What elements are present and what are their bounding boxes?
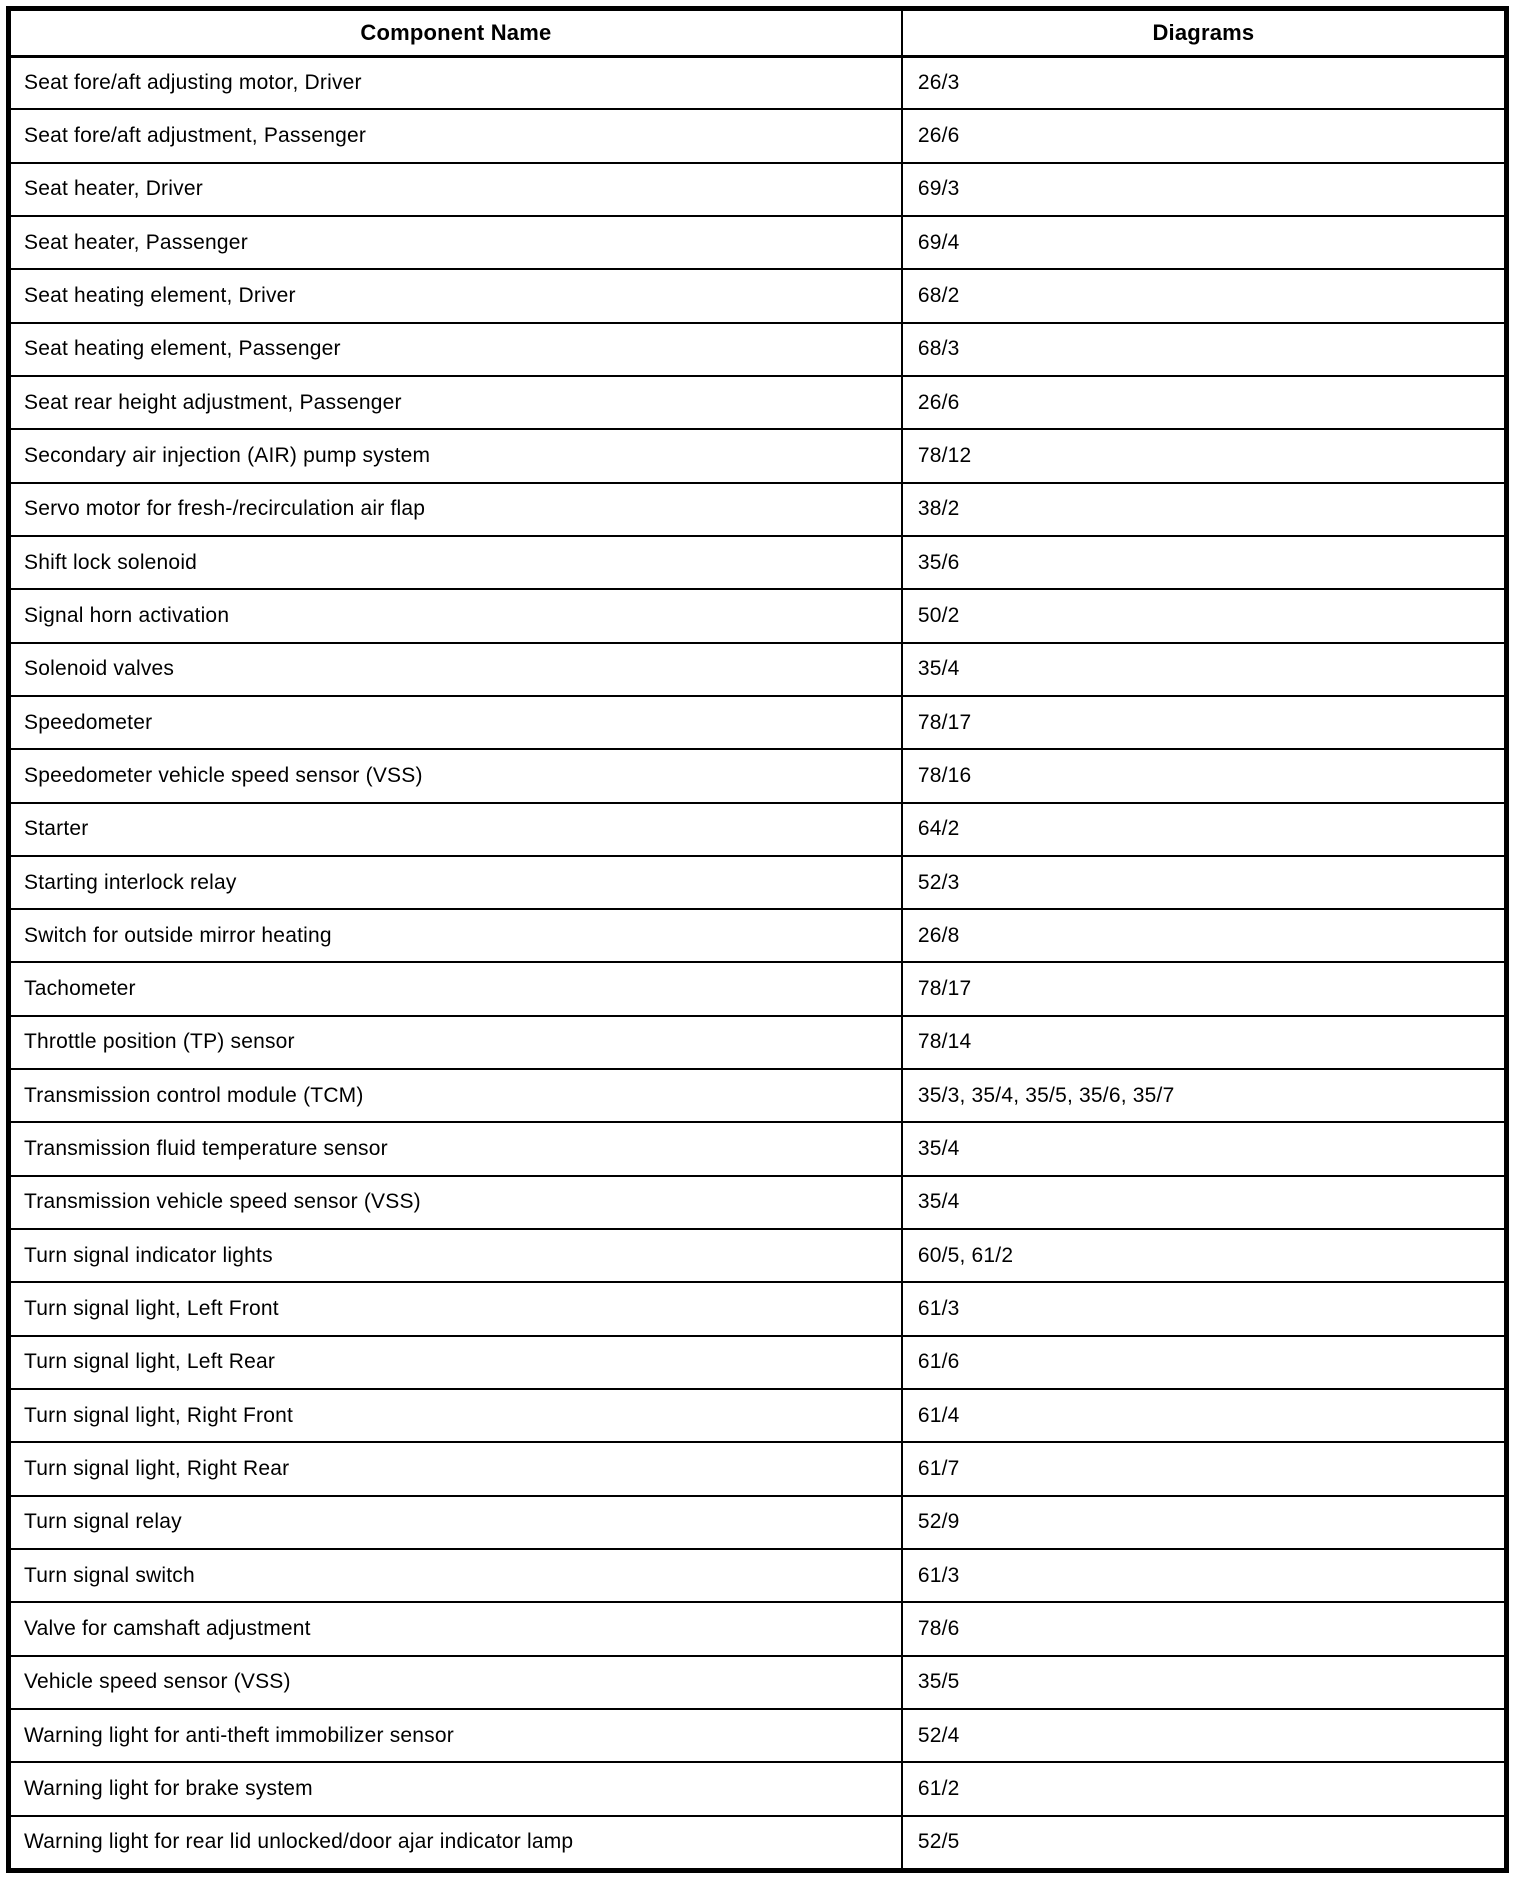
- diagrams-cell: 68/2: [901, 270, 1504, 321]
- diagrams-cell: 61/2: [901, 1763, 1504, 1814]
- component-name-cell: Turn signal light, Right Rear: [24, 1457, 290, 1481]
- component-name-cell: Starter: [24, 817, 89, 841]
- diagrams-cell: 78/16: [901, 750, 1504, 801]
- component-name-cell: Warning light for brake system: [24, 1777, 313, 1800]
- table-row: [11, 1815, 1504, 1868]
- diagrams-cell: 26/8: [901, 910, 1504, 961]
- diagrams-cell: 26/3: [901, 58, 1504, 108]
- table-header-row: [11, 11, 1504, 55]
- table-row: [11, 1441, 1504, 1494]
- component-name-cell: Transmission control module (TCM): [24, 1083, 364, 1107]
- component-name-cell: Switch for outside mirror heating: [24, 923, 332, 947]
- table-row: [11, 1495, 1504, 1548]
- table-row: [11, 1228, 1504, 1281]
- table-row: [11, 1015, 1504, 1068]
- diagrams-cell: 35/4: [901, 644, 1504, 695]
- table-row: [11, 1335, 1504, 1388]
- table-row: [11, 855, 1504, 908]
- diagrams-cell: 78/14: [901, 1017, 1504, 1068]
- table-row: [11, 695, 1504, 748]
- diagrams-cell: 78/12: [901, 430, 1504, 481]
- table-row: [11, 642, 1504, 695]
- component-name-cell: Turn signal light, Left Rear: [24, 1350, 276, 1374]
- component-name-cell: Turn signal relay: [24, 1510, 182, 1534]
- component-name-cell: Tachometer: [24, 977, 136, 1001]
- component-name-cell: Seat fore/aft adjusting motor, Driver: [24, 71, 362, 95]
- diagrams-cell: 38/2: [901, 484, 1504, 535]
- diagrams-cell: 52/9: [901, 1497, 1504, 1548]
- table-row: [11, 1655, 1504, 1708]
- diagrams-cell: 61/7: [901, 1443, 1504, 1494]
- component-name-cell: Solenoid valves: [24, 657, 175, 681]
- table-row: [11, 108, 1504, 161]
- table-row: [11, 1548, 1504, 1601]
- table-row: [11, 1068, 1504, 1121]
- component-name-cell: Servo motor for fresh-/recirculation air flap: [24, 497, 426, 521]
- table-row: [11, 162, 1504, 215]
- diagrams-cell: 64/2: [901, 804, 1504, 855]
- component-name-cell: Seat heating element, Passenger: [24, 337, 341, 361]
- table-row: [11, 908, 1504, 961]
- component-name-cell: Speedometer: [24, 710, 153, 734]
- table-row: [11, 55, 1504, 108]
- component-name-cell: Turn signal light, Left Front: [24, 1297, 279, 1321]
- diagrams-cell: 61/3: [901, 1283, 1504, 1334]
- table-row: [11, 588, 1504, 641]
- component-name-cell: Shift lock solenoid: [24, 550, 198, 574]
- table-row: [11, 535, 1504, 588]
- diagrams-cell: 50/2: [901, 590, 1504, 641]
- diagrams-cell: 61/6: [901, 1337, 1504, 1388]
- table-row: [11, 1601, 1504, 1654]
- component-name-cell: Speedometer vehicle speed sensor (VSS): [24, 763, 423, 787]
- table-row: [11, 1761, 1504, 1814]
- table-row: [11, 1175, 1504, 1228]
- table-row: [11, 802, 1504, 855]
- component-name-cell: Vehicle speed sensor (VSS): [24, 1670, 291, 1694]
- header-component-name: Component Name: [360, 20, 552, 45]
- diagrams-cell: 35/3, 35/4, 35/5, 35/6, 35/7: [901, 1070, 1504, 1121]
- component-name-cell: Turn signal light, Right Front: [24, 1403, 294, 1427]
- diagrams-cell: 26/6: [901, 110, 1504, 161]
- component-name-cell: Seat heating element, Driver: [24, 283, 296, 307]
- diagrams-cell: 60/5, 61/2: [901, 1230, 1504, 1281]
- table-row: [11, 1388, 1504, 1441]
- component-name-cell: Seat heater, Driver: [24, 177, 203, 201]
- diagrams-cell: 35/5: [901, 1657, 1504, 1708]
- diagrams-cell: 78/17: [901, 697, 1504, 748]
- diagrams-cell: 52/4: [901, 1710, 1504, 1761]
- diagrams-cell: 68/3: [901, 324, 1504, 375]
- diagrams-cell: 78/6: [901, 1603, 1504, 1654]
- table-row: [11, 1121, 1504, 1174]
- component-name-cell: Warning light for rear lid unlocked/door ajar indicator lamp: [24, 1830, 574, 1854]
- table-row: [11, 268, 1504, 321]
- diagrams-cell: 69/4: [901, 217, 1504, 268]
- component-name-cell: Transmission fluid temperature sensor: [24, 1137, 388, 1161]
- diagrams-cell: 35/4: [901, 1177, 1504, 1228]
- table-row: [11, 1708, 1504, 1761]
- component-name-cell: Seat fore/aft adjustment, Passenger: [24, 123, 367, 147]
- table-row: [11, 482, 1504, 535]
- component-name-cell: Throttle position (TP) sensor: [24, 1030, 295, 1054]
- component-name-cell: Secondary air injection (AIR) pump system: [24, 443, 431, 467]
- diagrams-cell: 35/6: [901, 537, 1504, 588]
- table-row: [11, 375, 1504, 428]
- table-row: [11, 428, 1504, 481]
- component-name-cell: Warning light for anti-theft immobilizer sensor: [24, 1723, 454, 1747]
- diagrams-cell: 69/3: [901, 164, 1504, 215]
- component-name-cell: Signal horn activation: [24, 603, 230, 627]
- table-row: [11, 1281, 1504, 1334]
- diagrams-cell: 78/17: [901, 963, 1504, 1014]
- table-row: [11, 961, 1504, 1014]
- component-name-cell: Turn signal switch: [24, 1563, 195, 1587]
- diagrams-cell: 52/3: [901, 857, 1504, 908]
- component-diagram-table: [6, 6, 1509, 1873]
- component-name-cell: Starting interlock relay: [24, 870, 237, 894]
- component-name-cell: Turn signal indicator lights: [24, 1243, 273, 1267]
- component-name-cell: Seat heater, Passenger: [24, 230, 248, 254]
- diagrams-cell: 35/4: [901, 1123, 1504, 1174]
- diagrams-cell: 61/3: [901, 1550, 1504, 1601]
- table-row: [11, 215, 1504, 268]
- component-name-cell: Valve for camshaft adjustment: [24, 1617, 311, 1641]
- diagrams-cell: 26/6: [901, 377, 1504, 428]
- diagrams-cell: 61/4: [901, 1390, 1504, 1441]
- component-name-cell: Transmission vehicle speed sensor (VSS): [24, 1190, 421, 1214]
- table-row: [11, 322, 1504, 375]
- header-diagrams: Diagrams: [901, 11, 1504, 55]
- table-row: [11, 748, 1504, 801]
- diagrams-cell: 52/5: [901, 1817, 1504, 1868]
- component-name-cell: Seat rear height adjustment, Passenger: [24, 390, 402, 414]
